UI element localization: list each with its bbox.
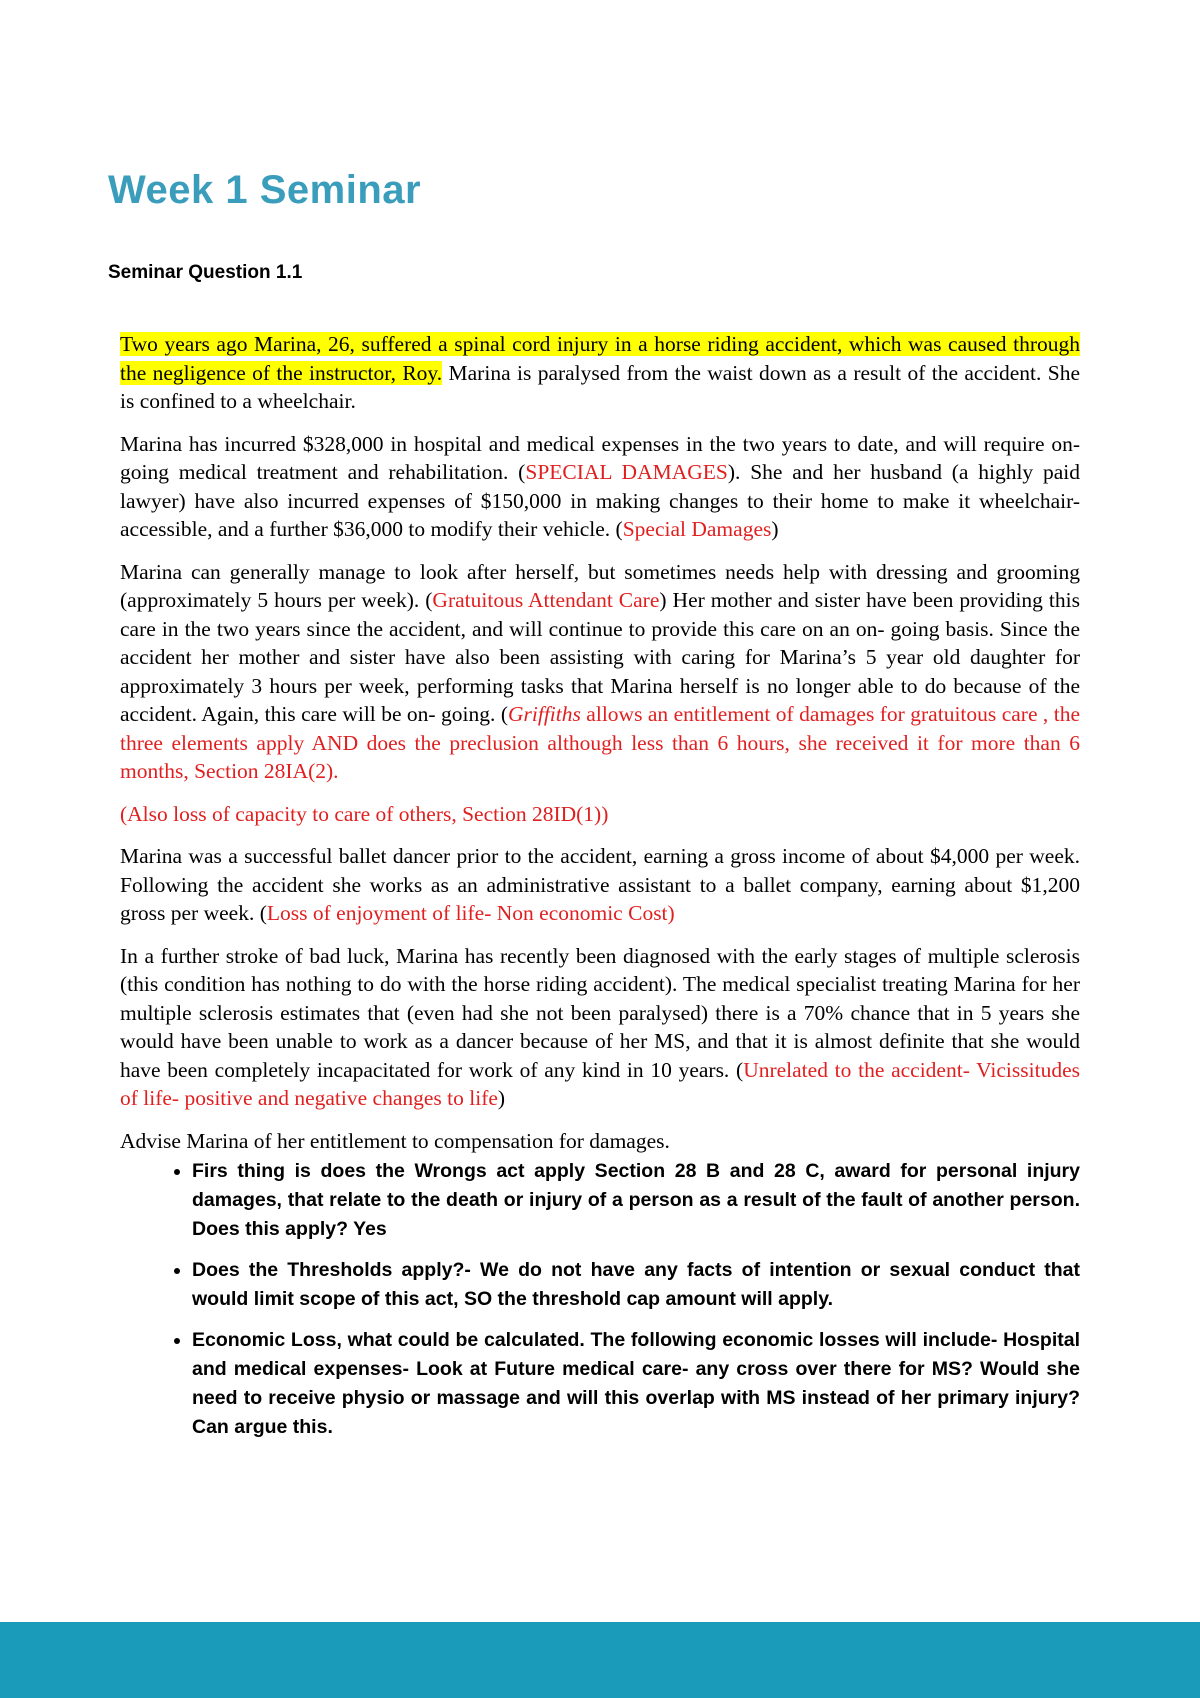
paragraph-2: Marina has incurred $328,000 in hospital and medical expenses in the two years to date, and will require on-going medical treatment and rehabilitation. (SPECIAL DAMAGES). She and her husband (a highly paid lawyer) have also incurred expenses of $150,000 in making changes to their home to make it wheelchair-accessible, and a further $36,000 to modify their vehicle. (Special Damages) [120,431,1080,541]
paragraph-3: Marina can generally manage to look after herself, but sometimes needs help with dressing and grooming (approximately 5 hours per week). (Gratuitous Attendant Care) Her mother and sister have been providing this care in the two years since the accident, and will continue to provide this care on an on- going basis. Since the accident her mother and sister have also been assisting with caring for Marina’s 5 year old daughter for approximately 3 hours per week, performing tasks that Marina herself is no longer able to do because of the accident. Again, this care will be on- going. (Griffiths allows an entitlement of damages for gratuitous care , the three elements apply AND does the preclusion although less than 6 hours, she received it for more than 6 months, Section 28IA(2). [120,559,1081,783]
list-item: • Economic Loss, what could be calculated. The following economic losses will include- Hospital and medical expenses- Look at Future medical care- any cross over there for MS? Would she need to receive physio or massage and will this overlap with MS instead of her primary injury? Can argue this. [192,1326,1080,1442]
paragraph-5: Marina was a successful ballet dancer prior to the accident, earning a gross income of about $4,000 per week. Following the accident she works as an administrative assistant to a ballet company, earning about $1,200 gross per week. (Loss of enjoyment of life- Non economic Cost) [120,844,1080,925]
answer-bullet-list [120,1157,1080,1442]
annotation: Loss of enjoyment of life- Non economic Cost) [266,901,675,925]
footer-bar [0,1622,1200,1698]
section-subtitle: Seminar Question 1.1 [108,262,303,283]
list-item: • Does the Thresholds apply?- We do not have any facts of intention or sexual conduct that would limit scope of this act, SO the threshold cap amount will apply. [192,1256,1080,1314]
highlighted-text: Two years ago Marina, 26, suffered a spinal cord injury in a horse riding accident, which was caused through the negligence of the instructor, Roy. [120,332,1080,385]
annotation: Special Damages [622,517,772,541]
annotation: Gratuitous Attendant Care [432,588,660,612]
document-body [120,330,1080,1454]
page-title: Week 1 Seminar [108,168,422,212]
list-item: • Firs thing is does the Wrongs act apply Section 28 B and 28 C, award for personal injury damages, that relate to the death or injury of a person as a result of the fault of another person. Does this apply? Yes [192,1157,1080,1244]
annotation: (Also loss of capacity to care of others, Section 28ID(1)) [120,801,609,826]
annotation: allows an entitlement of damages for gratuitous care , the three elements apply AND does the preclusion although less than 6 hours, she received it for more than 6 months, Section 28IA(2). [120,702,1081,783]
paragraph-6: In a further stroke of bad luck, Marina has recently been diagnosed with the early stages of multiple sclerosis (this condition has nothing to do with the horse riding accident). The medical specialist treating Marina for her multiple sclerosis estimates that (even had she not been paralysed) there is a 70% chance that in 5 years she would have been unable to work as a dancer because of her MS, and that it is almost definite that she would have been completely incapacitated for work of any kind in 10 years. (Unrelated to the accident- Vicissitudes of life- positive and negative changes to life) [120,943,1080,1110]
advise-line: Advise Marina of her entitlement to compensation for damages. [120,1128,670,1153]
annotation: SPECIAL DAMAGES [525,460,728,484]
paragraph-4 [120,800,1080,829]
annotation-case-name: Griffiths [507,702,581,726]
paragraph-1: Two years ago Marina, 26, suffered a spinal cord injury in a horse riding accident, which was caused through the negligence of the instructor, Roy. Marina is paralysed from the waist down as a result of the accident. She is confined to a wheelchair. [120,332,1080,413]
annotation: Unrelated to the accident- Vicissitudes of life- positive and negative changes to life [120,1057,1080,1110]
